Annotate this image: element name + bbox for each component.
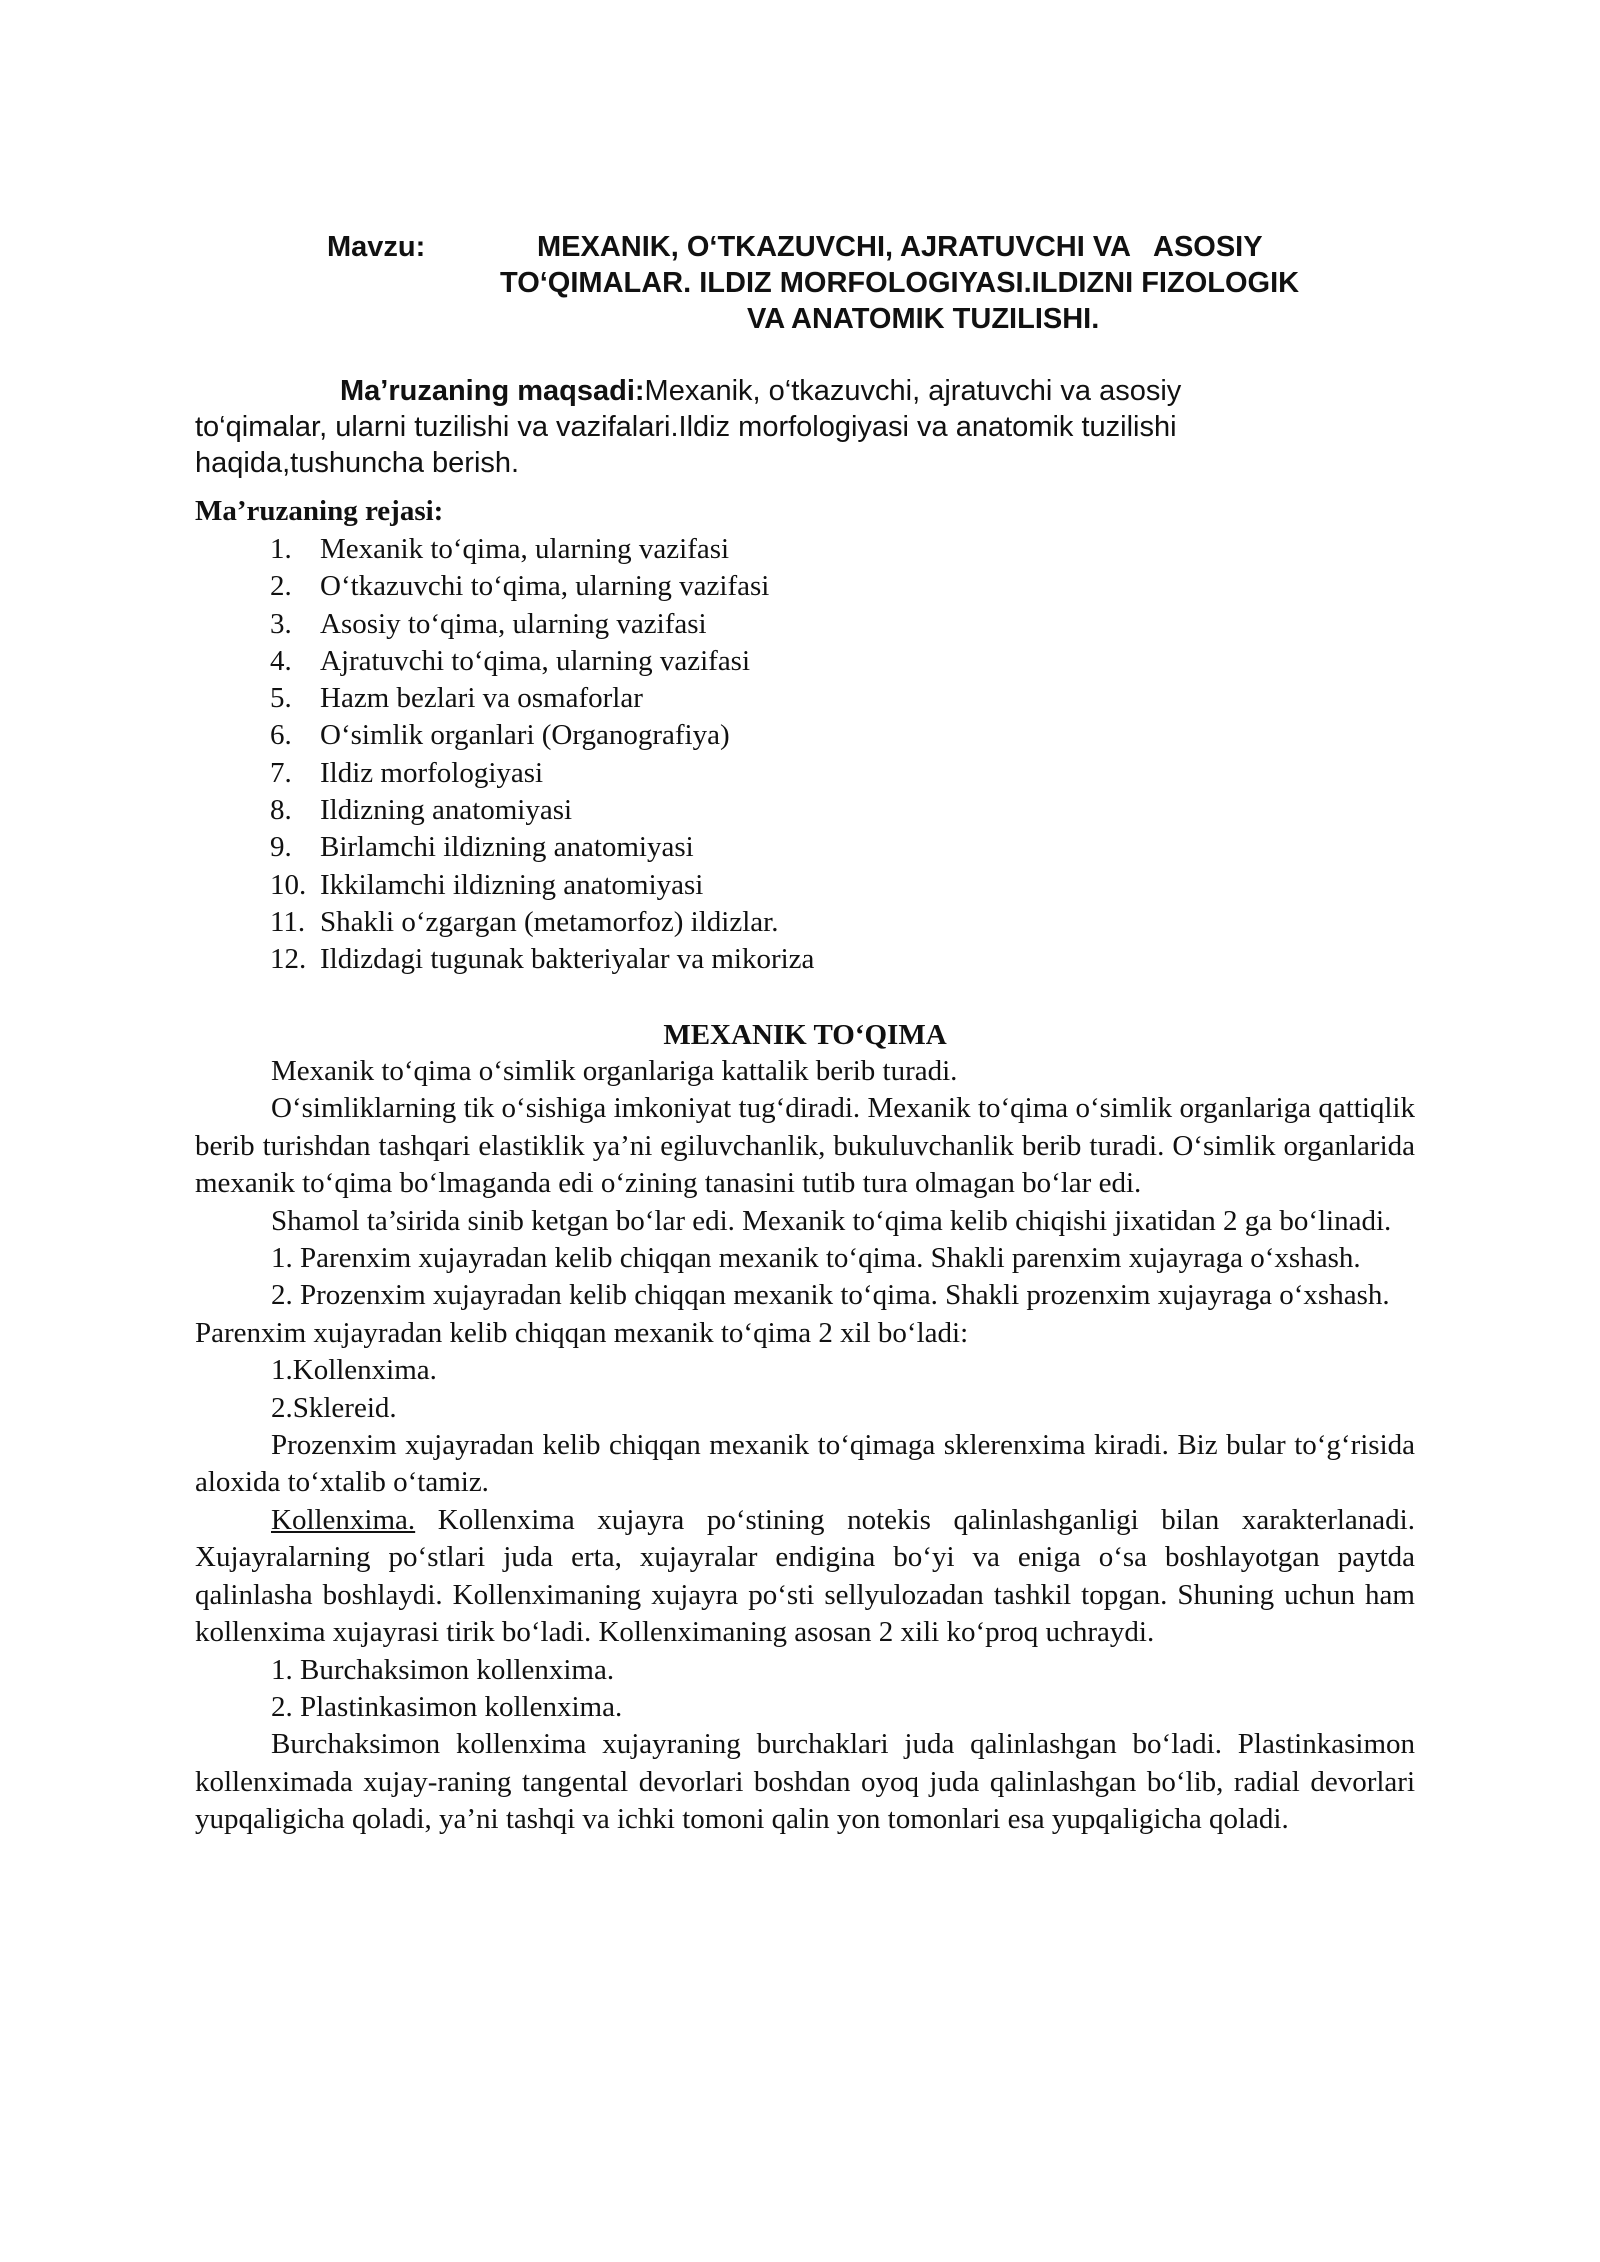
plan-item-text: Ildiz morfologiyasi — [320, 756, 544, 789]
plan-item-number: 6. — [270, 719, 292, 752]
plan-item-text: Ajratuvchi to‘qima, ularning vazifasi — [320, 644, 751, 677]
plan-item-text: Shakli o‘zgargan (metamorfoz) ildizlar. — [320, 905, 779, 938]
goal-label: Ma’ruzaning maqsadi: — [340, 375, 645, 407]
title-line-1: MEXANIK, O‘TKAZUVCHI, AJRATUVCHI VA ASOSIY — [537, 231, 1263, 263]
plan-item-text: Birlamchi ildizning anatomiyasi — [320, 831, 694, 864]
topic-label: Mavzu: — [327, 231, 426, 263]
plan-item-number: 2. — [270, 570, 292, 603]
plan-item-text: Ildizning anatomiyasi — [320, 794, 573, 827]
plan-item-number: 10. — [270, 868, 307, 901]
paragraph: Prozenxim xujayradan kelib chiqqan mexanik to‘qimaga sklerenxima kiradi. Biz bular to‘g‘risida aloxida to‘xtalib o‘tamiz. — [195, 1429, 1415, 1499]
plan-item-text: O‘tkazuvchi to‘qima, ularning vazifasi — [320, 570, 770, 603]
goal-line-2: to‘qimalar, ularni tuzilishi va vazifalari.Ildiz morfologiyasi va anatomik tuzilishi — [195, 411, 1177, 443]
paragraph: Parenxim xujayradan kelib chiqqan mexanik to‘qima 2 xil bo‘ladi: — [195, 1316, 969, 1349]
plan-item-text: Ildizdagi tugunak bakteriyalar va mikoriza — [320, 943, 815, 976]
plan-item-number: 5. — [270, 682, 292, 715]
plan-heading: Ma’ruzaning rejasi: — [195, 495, 444, 527]
kollenxima-term: Kollenxima. — [271, 1503, 416, 1536]
goal-text-1: Mexanik, o‘tkazuvchi, ajratuvchi va asosiy — [644, 375, 1182, 407]
plan-item-text: Asosiy to‘qima, ularning vazifasi — [320, 607, 707, 640]
plan-item-text: Ikkilamchi ildizning anatomiyasi — [320, 868, 704, 901]
paragraph: Shamol ta’sirida sinib ketgan bo‘lar edi. Mexanik to‘qima kelib chiqishi jixatidan 2 ga bo‘linadi. — [271, 1204, 1392, 1237]
goal-line-1 — [340, 373, 1181, 409]
paragraph-text: Kollenxima xujayra po‘stining notekis qalinlashganligi bilan xarakterlanadi. Xujayralarning po‘stlari juda erta, xujayralar endigina bo‘yi va eniga o‘sa boshlayotgan paytda qalinlasha boshlaydi. Kollenximaning xujayra po‘sti sellyulozadan tashkil topgan. Shuning uchun ham kollenxima xujayrasi tirik bo‘ladi. Kollenximaning asosan 2 xili ko‘proq uchraydi. — [195, 1503, 1415, 1649]
paragraph: Burchaksimon kollenxima xujayraning burchaklari juda qalinlashgan bo‘ladi. Plastinkasimon kollenximada xujay-raning tangental devorlari boshdan oyoq juda qalinlashgan bo‘lib, radial devorlari yupqaligicha qoladi, ya’ni tashqi va ichki tomoni qalin yon tomonlari esa yupqaligicha qoladi. — [195, 1728, 1415, 1836]
plan-item-number: 3. — [270, 607, 292, 640]
title-line-3: VA ANATOMIK TUZILISHI. — [747, 303, 1100, 335]
plan-item-number: 4. — [270, 644, 292, 677]
plan-item-number: 8. — [270, 794, 292, 827]
plan-item-text: Mexanik to‘qima, ularning vazifasi — [320, 533, 730, 565]
paragraph: 1. Parenxim xujayradan kelib chiqqan mexanik to‘qima. Shakli parenxim xujayraga o‘xshash. — [271, 1242, 1361, 1275]
section-body — [195, 1053, 1415, 1839]
plan-item-text: Hazm bezlari va osmaforlar — [320, 682, 643, 715]
plan-item-number: 7. — [270, 756, 292, 789]
paragraph: O‘simliklarning tik o‘sishiga imkoniyat tug‘diradi. Mexanik to‘qima o‘simlik organlariga qattiqlik berib turishdan tashqari elastiklik ya’ni egiluvchanlik, bukuluvchanlik berib turadi. O‘simlik organlarida mexanik to‘qima bo‘lmaganda edi o‘zining tanasini tutib tura olmagan bo‘lar edi. — [195, 1092, 1415, 1200]
paragraph: Mexanik to‘qima o‘simlik organlariga kattalik berib turadi. — [271, 1055, 958, 1087]
plan-item-number: 12. — [270, 943, 307, 976]
paragraph: 2. Prozenxim xujayradan kelib chiqqan mexanik to‘qima. Shakli prozenxim xujayraga o‘xshash. — [271, 1279, 1390, 1312]
paragraph: 1. Burchaksimon kollenxima. — [271, 1653, 615, 1686]
plan-item-text: O‘simlik organlari (Organografiya) — [320, 719, 730, 752]
section-heading: MEXANIK TO‘QIMA — [663, 1019, 947, 1051]
paragraph — [195, 1502, 1415, 1652]
plan-item-number: 1. — [270, 533, 292, 565]
paragraph: 1.Kollenxima. — [271, 1354, 437, 1387]
title-line-2: TO‘QIMALAR. ILDIZ MORFOLOGIYASI.ILDIZNI FIZOLOGIK — [500, 267, 1300, 299]
goal-line-3: haqida,tushuncha berish. — [195, 447, 520, 479]
paragraph: 2. Plastinkasimon kollenxima. — [271, 1690, 623, 1723]
paragraph: 2.Sklereid. — [271, 1391, 397, 1424]
plan-item-number: 11. — [270, 905, 306, 938]
plan-item-number: 9. — [270, 831, 292, 864]
